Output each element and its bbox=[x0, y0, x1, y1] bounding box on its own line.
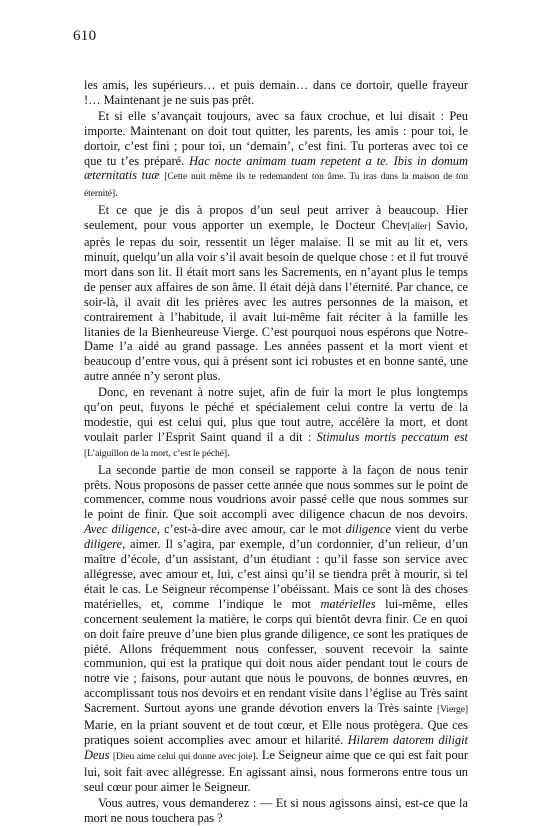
latin-quotation: Avec diligence bbox=[84, 522, 157, 537]
paragraph bbox=[84, 109, 468, 202]
text-run: lui-même, elles concernent seulement la matière, le corps qui bientôt devra finir. Ce en quoi on doit faire preuve d’une bien plus grande diligence, ce sont les pratiques de piété. Allons fréquemment nous confesser, souvent recevoir la sainte communion, qui est la pratique qui doit nous aider pendant tout le cours de notre vie ; faisons, pour autant que nous le pouvons, de bonnes œuvres, en accomplissant tous nos devoirs et en rendant visite dans l’église au Très saint Sacrement. Surtout ayons une grande dévotion envers la Très sainte bbox=[84, 596, 468, 716]
paragraph bbox=[84, 463, 468, 795]
editorial-note: [Dieu aime celui qui donne avec joie] bbox=[112, 750, 256, 762]
editorial-note: [Cette nuit même ils te redemandent ton âme. Tu iras dans la maison de ton éternité] bbox=[84, 171, 468, 200]
text-run: . Le Seigneur aime que ce qui est fait pour lui, soit fait avec allégresse. En agissant ainsi, nous formerons entre tous un seul cœur pour aimer le Seigneur. bbox=[84, 747, 468, 794]
latin-quotation: Stimulus mortis peccatum est bbox=[316, 429, 468, 444]
text-run: . bbox=[115, 185, 119, 200]
text-run: Marie, en la priant souvent et de tout cœur, et Elle nous protègera. Que ces pratiques soient accomplies avec amour et hilarité. bbox=[84, 718, 468, 747]
latin-quotation: Hilarem datorem diligit Deus bbox=[84, 732, 468, 762]
text-run: Savio, après le repas du soir, ressentit un léger malaise. Il se mit au lit et, vers minuit, quelqu’un alla voir s’il avait besoin de quelque chose : et il fut trouvé mort dans son lit. Il était mort sans les Sacrements, en n’ayant plus le temps de penser aux affaires de son âme. Il était déjà dans l’éternité. Par chance, ce soir-là, il avait dit les prières avec les autres personnes de la maison, et contrairement à l’habitude, il avait lui-même fait réciter à la famille les litanies de la Bienheureuse Vierge. C’est pourquoi nous espérons que Notre-Dame l’a aidé au grand passage. Les années passent et la mort vient et beaucoup d’entre vous, qui à présent sont ici robustes et en bonne santé, une autre année n’y seront plus. bbox=[84, 218, 469, 384]
text-run: La seconde partie de mon conseil se rapporte à la façon de nous tenir prêts. Nous proposons de passer cette année que nous sommes sur le point de commencer, comme nous voudrions avoir passé celle que nous sommes sur le point de finir. Que soit accompli avec diligence chacun de nos devoirs. bbox=[84, 462, 468, 522]
text-run: les amis, les supérieurs… et puis demain… dans ce dortoir, quelle frayeur !… Maintenant je ne suis pas prêt. bbox=[84, 78, 468, 107]
body-text bbox=[84, 78, 468, 826]
text-run: Vous autres, vous demanderez : — Et si nous agissons ainsi, est-ce que la mort ne nous touchera pas ? bbox=[84, 795, 468, 825]
latin-quotation: Hac nocte animam tuam repetent a te. Ibis in domum æternitatis tuæ bbox=[84, 153, 468, 183]
paragraph bbox=[84, 796, 468, 826]
page-number: 610 bbox=[73, 28, 97, 44]
editorial-note: [Vierge] bbox=[437, 704, 468, 716]
paragraph bbox=[84, 78, 468, 108]
latin-quotation: diligence bbox=[345, 522, 391, 537]
text-run: vient du verbe bbox=[390, 522, 468, 537]
text-run: , c’est-à-dire avec amour, car le mot bbox=[156, 522, 346, 537]
text-run: . bbox=[226, 444, 231, 459]
paragraph bbox=[84, 385, 468, 462]
editorial-note: [L’aiguillon de la mort, c’est le péché] bbox=[84, 447, 227, 459]
text-run: Donc, en revenant à notre sujet, afin de fuir la mort le plus longtemps qu’on peut, fuyons le péché et spécialement celui contre la vertu de la modestie, qui est celui qui, plus que tout autre, accélère la mort, et dont voulait parler l’Esprit Saint quand il a dit : bbox=[84, 385, 468, 444]
latin-quotation: diligere bbox=[84, 537, 123, 552]
text-run: Et ce que je dis à propos d’un seul peut arriver à beaucoup. Hier seulement, pour vous apporter un exemple, le Docteur Chev bbox=[84, 203, 468, 233]
text-run: , aimer. Il s’agira, par exemple, d’un cordonnier, d’un relieur, d’un maître d’école, d’un assistant, d’un étudiant : qu’il fasse son service avec allégresse, avec amour et, lui, c’est ainsi qu’il se tiendra prêt à mourir, si tel était le cas. Le Seigneur récompense l’obéissant. Mais ce sont là des choses matérielles, et, comme l’indique le mot bbox=[84, 537, 468, 611]
latin-quotation: matérielles bbox=[320, 596, 376, 611]
text-run: Et si elle s’avançait toujours, avec sa faux crochue, et lui disait : Peu importe. Maintenant on doit tout quitter, les parents, les amis : pour toi, le dortoir, c’est fini ; pour toi, un ‘demain’, c’est fini. Tu porteras avec toi ce que tu t’es préparé. bbox=[84, 108, 468, 168]
paragraph bbox=[84, 203, 468, 384]
editorial-note: [alier] bbox=[407, 221, 431, 233]
